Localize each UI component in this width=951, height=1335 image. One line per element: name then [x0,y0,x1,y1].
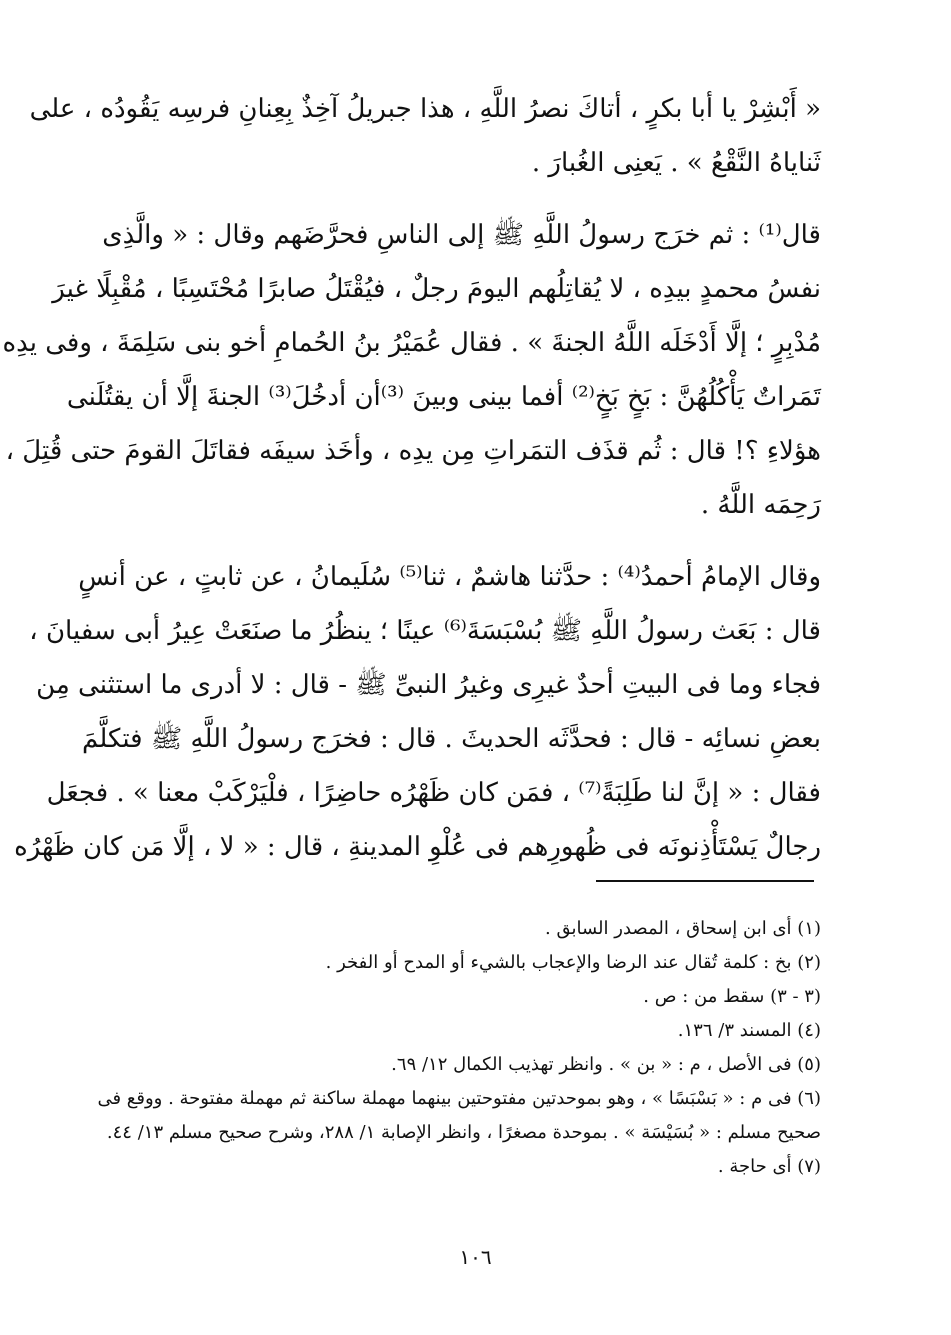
footnote: (٢) بخ : كلمة تُقال عند الرضا والإعجاب بالشيء أو المدح أو الفخر . [325,952,821,973]
page-number: ١٠٦ [459,1245,492,1269]
text-line: نفسُ محمدٍ بيدِه ، لا يُقاتِلُهم اليومَ رجلٌ ، فيُقْتَلُ صابرًا مُحْتَسِبًا ، مُقْبِلًا غيرَ [52,274,821,304]
text-line: هؤلاءِ ؟! قال : ثُم قذَف التمَراتِ مِن يدِه ، وأخَذ سيفَه فقاتَلَ القومَ حتى قُتِلَ ، [5,436,821,466]
footnote: (٥) فى الأصل ، م : « بن » . وانظر تهذيب الكمال ١٢/ ٦٩. [391,1054,821,1075]
text-line: رَحِمَه اللَّهُ . [700,490,821,520]
footnote: (٣ - ٣) سقط من : ص . [643,986,821,1007]
footnote-separator [596,880,814,882]
paragraph-gap [105,190,821,208]
text-line: تَمَراتٌ يَأْكُلُهُنَّ : بَخٍ بَخٍ⁽²⁾ أفما بينى وبينَ ⁽³⁾أن أدخُلَ⁽³⁾ الجنةَ إلَّا أن يقتُلَنى [66,382,821,412]
footnote: (٦) فى م : « بَسْبَسًا » ، وهو بموحدتين مفتوحتين بينهما مهملة ساكنة ثم مهملة مفتوحة . ووقع فى [97,1088,821,1109]
footnote: (٧) أى حاجة . [717,1156,821,1177]
text-line: فجاء وما فى البيتِ أحدٌ غيرِى وغيرُ النبىِّ ﷺ - قال : لا أدرى ما استثنى مِن [36,670,821,700]
footnote: (١) أى ابن إسحاق ، المصدر السابق . [545,918,821,939]
footnote-continuation: صحيح مسلم : « بُسَيْسَة » . بموحدة مصغرًا ، وانظر الإصابة ١/ ٢٨٨، وشرح صحيح مسلم ١٣/ ٤٤. [106,1122,821,1143]
main-text [2,82,821,874]
text-line: « أَبْشِرْ يا أبا بكرٍ ، أتاكَ نصرُ اللَّهِ ، هذا جبريلُ آخِذٌ بِعِنانِ فرسِه يَقُودُه ، على [29,94,821,124]
text-line: ثَناياهُ النَّقْعُ » . يَعنِى الغُبارَ . [531,148,821,178]
footnotes [97,912,821,1184]
paragraph-gap [105,532,821,550]
text-line: رجالٌ يَسْتَأْذِنونَه فى ظُهورِهم فى عُلْوِ المدينةِ ، قال : « لا ، إلَّا مَن كان ظَهْرُه [14,832,821,862]
text-line: بعضِ نسائِه - قال : فحدَّثَه الحديثَ . قال : فخرَج رسولُ اللَّهِ ﷺ فتكلَّمَ [82,724,821,754]
text-line: مُدْبِرٍ ؛ إلَّا أَدْخَلَه اللَّهُ الجنةَ » . فقال عُمَيْرُ بنُ الحُمامِ أخو بنى سَلِمَةَ ، وفى يدِه [2,328,821,358]
text-line: فقال : « إنَّ لنا طَلِبَةً⁽⁷⁾ ، فمَن كان ظَهْرُه حاضِرًا ، فلْيَرْكَبْ معنا » . فجعَل [46,778,821,808]
text-line: قال⁽¹⁾ : ثم خرَج رسولُ اللَّهِ ﷺ إلى الناسِ فحرَّضَهم وقال : « والَّذِى [102,220,821,250]
footnote: (٤) المسند ٣/ ١٣٦. [677,1020,821,1041]
text-line: وقال الإمامُ أحمدُ⁽⁴⁾ : حدَّثنا هاشمٌ ، ثنا⁽⁵⁾ سُلَيمانُ ، عن ثابتٍ ، عن أنسٍ [78,562,821,592]
text-line: قال : بَعَث رسولُ اللَّهِ ﷺ بُسْبَسَةَ⁽⁶⁾ عينًا ؛ ينظُرُ ما صنَعَتْ عِيرُ أبى سفيانَ ، [29,616,821,646]
